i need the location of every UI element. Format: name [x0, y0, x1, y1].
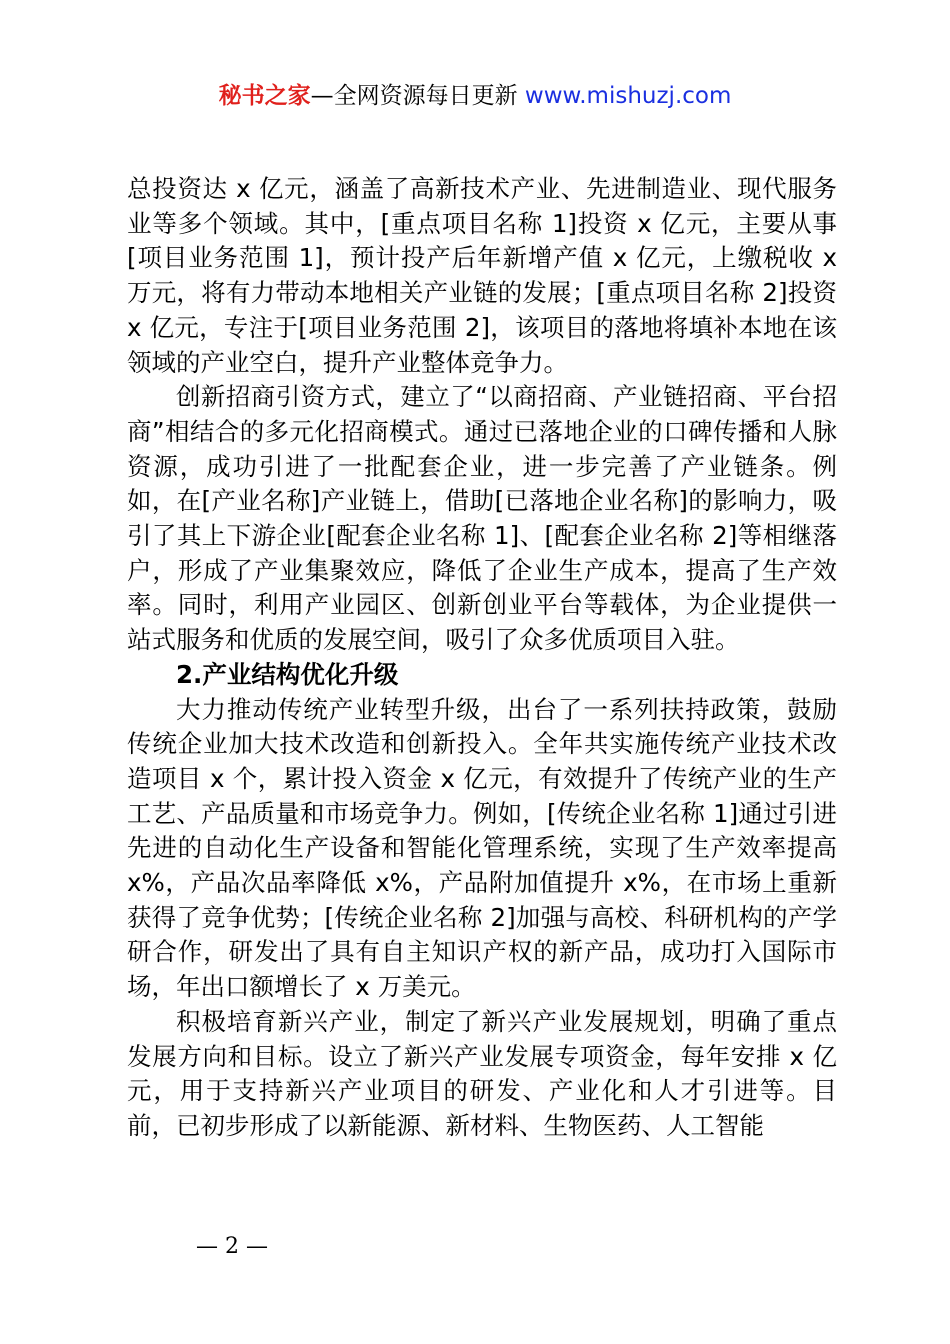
section-heading: 2.产业结构优化升级 — [176, 659, 399, 689]
site-brand: 秘书之家 — [218, 83, 311, 109]
page-number: — 2 — — [196, 1234, 268, 1259]
site-header — [0, 80, 950, 112]
document-body — [127, 172, 837, 1144]
paragraph-investment-projects: 总投资达 x 亿元，涵盖了高新技术产业、先进制造业、现代服务业等多个领域。其中，[重点项目名称 1]投资 x 亿元，主要从事[项目业务范围 1]，预计投产后年新增产值 x 亿元，上缴税收 x 万元，将有力带动本地相关产业链的发展；[重点项目名称 2]投资 x 亿元，专注于[项目业务范围 2]，该项目的落地将填补本地在该领域的产业空白，提升产业整体竞争力。 — [127, 174, 837, 377]
paragraph-investment-methods: 创新招商引资方式，建立了“以商招商、产业链招商、平台招商”相结合的多元化招商模式。通过已落地企业的口碑传播和人脉资源，成功引进了一批配套企业，进一步完善了产业链条。例如，在[产业名称]产业链上，借助[已落地企业名称]的影响力，吸引了其上下游企业[配套企业名称 1]、[配套企业名称 2]等相继落户，形成了产业集聚效应，降低了企业生产成本，提高了生产效率。同时，利用产业园区、创新创业平台等载体，为企业提供一站式服务和优质的发展空间，吸引了众多优质项目入驻。 — [127, 382, 837, 655]
site-tagline: —全网资源每日更新 — [310, 83, 525, 109]
paragraph-emerging-industry: 积极培育新兴产业，制定了新兴产业发展规划，明确了重点发展方向和目标。设立了新兴产业发展专项资金，每年安排 x 亿元，用于支持新兴产业项目的研发、产业化和人才引进等。目前，已初步形成了以新能源、新材料、生物医药、人工智能 — [127, 1006, 837, 1140]
site-url-link[interactable]: www.mishuzj.com — [524, 83, 732, 109]
paragraph-traditional-industry: 大力推动传统产业转型升级，出台了一系列扶持政策，鼓励传统企业加大技术改造和创新投入。全年共实施传统产业技术改造项目 x 个，累计投入资金 x 亿元，有效提升了传统产业的生产工艺、产品质量和市场竞争力。例如，[传统企业名称 1]通过引进先进的自动化生产设备和智能化管理系统，实现了生产效率提高 x%，产品次品率降低 x%，产品附加值提升 x%，在市场上重新获得了竞争优势；[传统企业名称 2]加强与高校、科研机构的产学研合作，研发出了具有自主知识产权的新产品，成功打入国际市场，年出口额增长了 x 万美元。 — [127, 694, 837, 1002]
